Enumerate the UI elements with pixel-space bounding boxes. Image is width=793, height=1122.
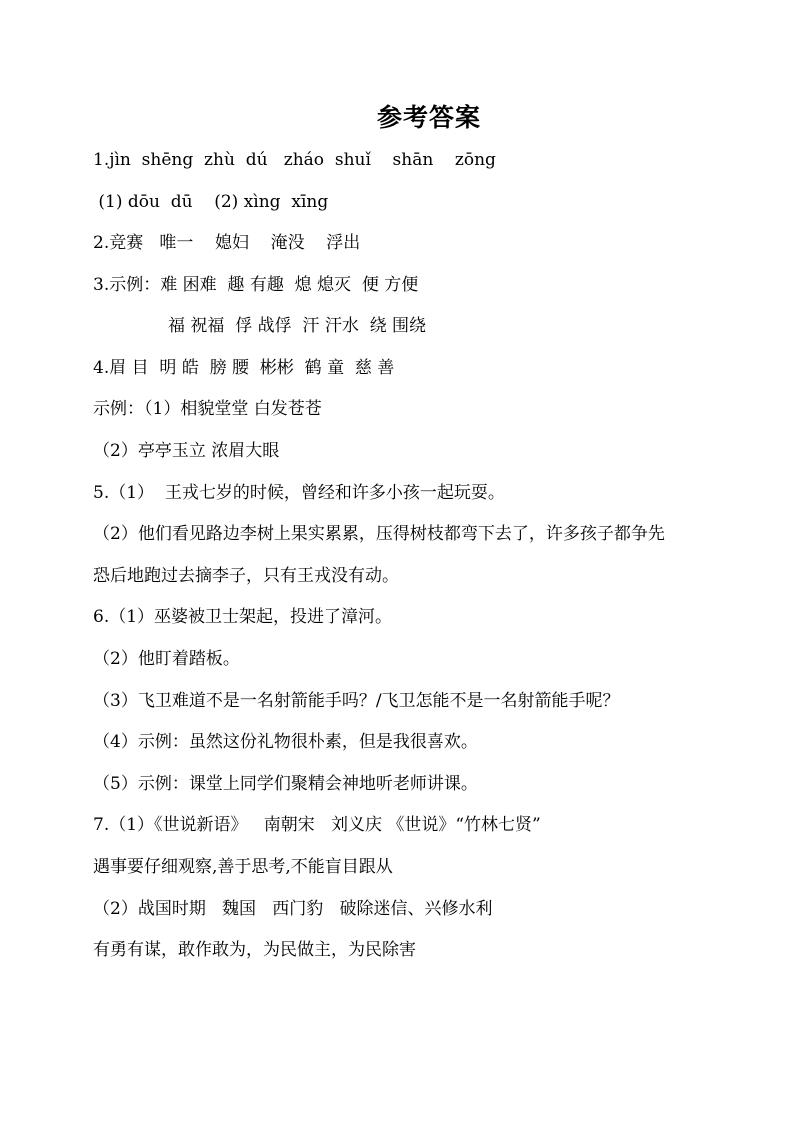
answer-line-3: 3.示例：难 困难 趣 有趣 熄 熄灭 便 方便 <box>93 275 419 295</box>
answer-line-6-sub-3: （3）飞卫难道不是一名射箭能手吗？/飞卫怎能不是一名射箭能手呢？ <box>93 691 620 711</box>
answer-line-5: 5.（1） 王戎七岁的时候，曾经和许多小孩一起玩耍。 <box>93 483 505 503</box>
answer-line-4-example-2: （2）亭亭玉立 浓眉大眼 <box>93 441 280 461</box>
answer-line-7-note: 遇事要仔细观察,善于思考,不能盲目跟从 <box>93 857 393 877</box>
answer-line-6-sub-2: （2）他盯着踏板。 <box>93 649 240 669</box>
answer-line-7: 7.（1）《世说新语》 南朝宋 刘义庆 《世说》“竹林七贤” <box>93 815 541 835</box>
answer-line-7-note-2: 有勇有谋，敢作敢为，为民做主，为民除害 <box>93 940 416 960</box>
answer-line-5-cont: 恐后地跑过去摘李子，只有王戎没有动。 <box>93 566 399 586</box>
answer-line-4: 4.眉 目 明 皓 膀 腰 彬彬 鹤 童 慈 善 <box>93 358 395 378</box>
answer-line-4-example: 示例：（1）相貌堂堂 白发苍苍 <box>93 399 322 419</box>
answer-line-1: 1.jìn shēng zhù dú zháo shuǐ shān zōng <box>93 150 496 170</box>
answer-line-6-sub-4: （4）示例：虽然这份礼物很朴素，但是我很喜欢。 <box>93 732 478 752</box>
answer-line-6: 6.（1）巫婆被卫士架起，投进了漳河。 <box>93 607 393 627</box>
answer-line-5-sub: （2）他们看见路边李树上果实累累，压得树枝都弯下去了，许多孩子都争先 <box>93 524 665 544</box>
answer-line-6-sub-5: （5）示例：课堂上同学们聚精会神地听老师讲课。 <box>93 774 478 794</box>
answer-line-2: 2.竞赛 唯一 媳妇 淹没 浮出 <box>93 233 361 253</box>
answer-line-1-sub: (1) dōu dū (2) xìng xīng <box>93 192 329 212</box>
answer-line-3-cont: 福 祝福 俘 战俘 汗 汗水 绕 围绕 <box>168 316 427 336</box>
answer-line-7-sub: （2）战国时期 魏国 西门豹 破除迷信、兴修水利 <box>93 899 493 919</box>
page-title: 参考答案 <box>376 103 481 132</box>
